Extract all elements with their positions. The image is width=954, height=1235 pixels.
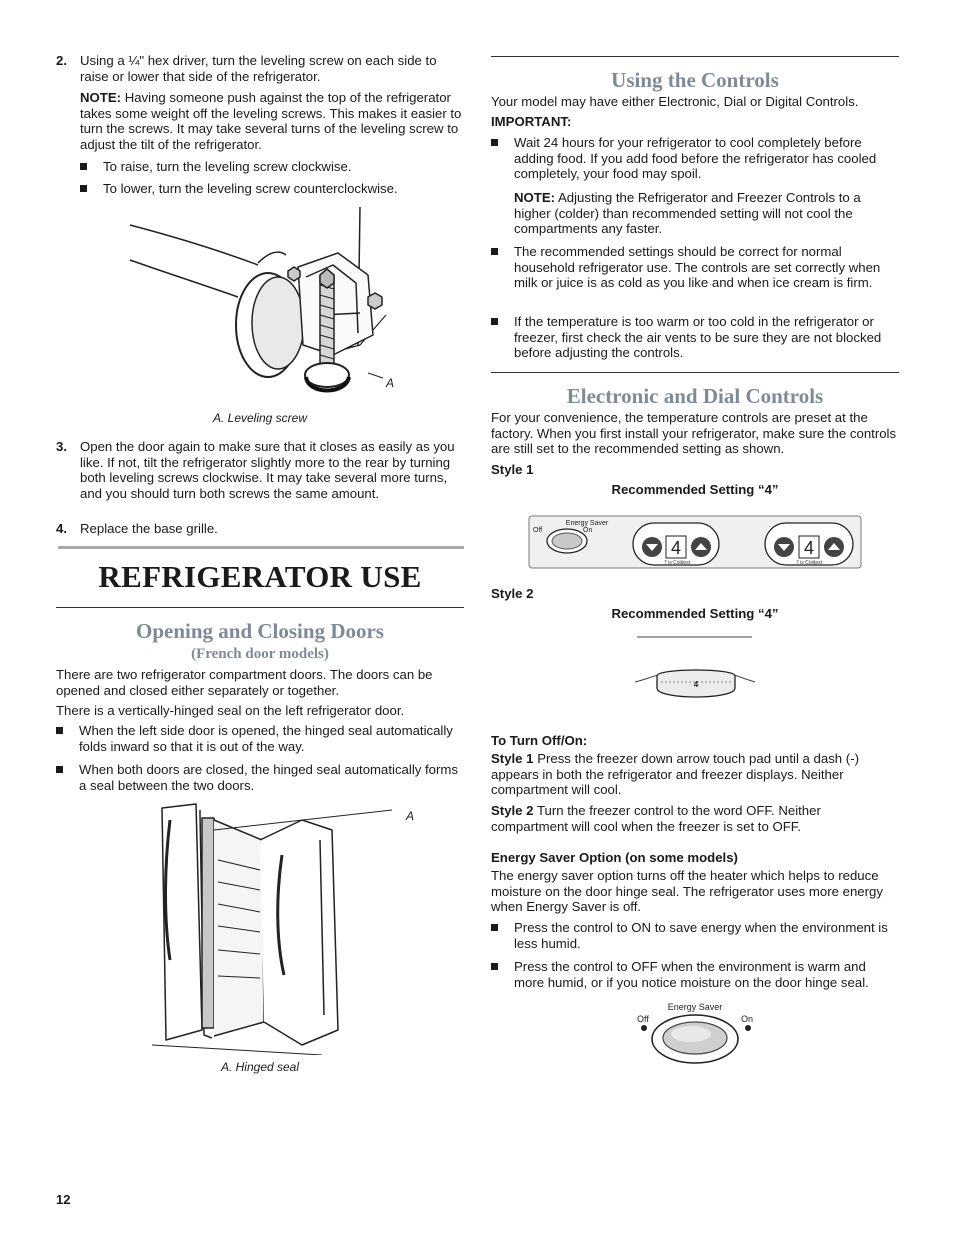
bullet-square <box>491 963 498 970</box>
edc-heading: Electronic and Dial Controls <box>566 384 824 408</box>
list-item <box>491 920 899 951</box>
note-label: NOTE: <box>80 90 122 106</box>
doors-paragraph-1: There are two refrigerator compartment doors. The doors can be opened and closed either separately or together. <box>56 667 433 698</box>
doors-subheading: (French door models) <box>191 646 329 662</box>
list-item <box>491 244 899 291</box>
figure-caption: A. Hinged seal <box>220 1060 300 1074</box>
refrigerator-display-digit: 4 <box>803 538 815 558</box>
note-paragraph <box>80 90 464 152</box>
bullet-text: To raise, turn the leveling screw clockwise. <box>103 159 352 174</box>
edc-intro: For your convenience, the temperature controls are preset at the factory. When you first install your refrigerator, make sure the controls are still set to the recommended setting as shown. <box>491 410 897 457</box>
list-item <box>56 159 464 175</box>
turn-style1 <box>491 751 899 798</box>
step-number: 4. <box>56 521 67 536</box>
coldest-note: 7 is Coldest <box>795 560 823 566</box>
doors-heading: Opening and Closing Doors <box>136 619 384 643</box>
step-number: 3. <box>56 439 67 454</box>
bullet-text: When both doors are closed, the hinged seal automatically forms a seal between the two doors. <box>79 762 458 793</box>
list-item <box>56 762 464 793</box>
bullet-text: When the left side door is opened, the hinged seal automatically folds inward so that it is out of the way. <box>79 723 453 754</box>
heading-rule <box>56 607 464 608</box>
style2-label: Style 2 <box>491 586 534 601</box>
step-text: Using a ¼" hex driver, turn the leveling screw on each side to raise or lower that side of the refrigerator. <box>80 53 437 84</box>
off-label: Off <box>533 527 543 534</box>
energy-text: The energy saver option turns off the heater which helps to reduce moisture on the door hinge seal. The refrigerator uses more energy when Energy Saver is off. <box>491 868 883 915</box>
bullet-square <box>491 248 498 255</box>
bullet-square <box>491 924 498 931</box>
step-text: Replace the base grille. <box>80 521 218 536</box>
section-title: REFRIGERATOR USE <box>98 559 422 594</box>
controls-intro: Your model may have either Electronic, Dial or Digital Controls. <box>491 94 859 109</box>
energy-heading: Energy Saver Option (on some models) <box>491 850 738 865</box>
style2-caption: Recommended Setting “4” <box>611 606 779 621</box>
bullet-square <box>80 163 87 170</box>
bullet-text: To lower, turn the leveling screw counterclockwise. <box>103 181 398 196</box>
heading-rule <box>491 372 899 373</box>
step-3 <box>56 439 464 501</box>
turn-style1-label: Style 1 <box>491 751 534 766</box>
off-label: Off <box>637 1014 649 1024</box>
list-item <box>491 959 899 990</box>
energy-saver-button-illustration <box>631 998 761 1068</box>
on-label: On <box>583 527 593 534</box>
turn-style2-label: Style 2 <box>491 803 534 818</box>
note-text: Having someone push against the top of the refrigerator takes some weight off the leveling screws. This makes it easier to turn the screws. It may take several turns of the leveling screw to adjust the tilt of the refrigerator. <box>80 90 462 152</box>
turn-style1-text: Press the freezer down arrow touch pad until a dash (-) appears in both the refrigerator and freezer displays. Neither compartment will cool. <box>491 751 859 798</box>
freezer-display-digit: 4 <box>670 538 682 558</box>
doors-paragraph-2: There is a vertically-hinged seal on the left refrigerator door. <box>56 703 405 718</box>
list-item <box>56 723 464 754</box>
bullet-text: Wait 24 hours for your refrigerator to cool completely before adding food. If you add food before the refrigerator has cooled completely, your food may spoil. <box>514 135 877 182</box>
note-text: Adjusting the Refrigerator and Freezer Controls to a higher (colder) than recommended setting will not cool the compartments any faster. <box>514 190 861 237</box>
step-number: 2. <box>56 53 67 68</box>
french-door-illustration <box>152 800 422 1055</box>
dial-value: 4 <box>693 680 699 689</box>
important-label: IMPORTANT: <box>491 114 572 129</box>
energy-saver-title: Energy Saver <box>667 1002 723 1012</box>
bullet-text: The recommended settings should be correct for normal household refrigerator use. The controls are set correctly when milk or juice is as cold as you like and when ice cream is firm. <box>514 244 881 291</box>
note-label: NOTE: <box>514 190 556 205</box>
turn-style2 <box>491 803 899 834</box>
style1-label: Style 1 <box>491 462 534 477</box>
step-2 <box>56 53 464 153</box>
list-item <box>56 181 464 197</box>
step-text: Open the door again to make sure that it closes as easily as you like. If not, tilt the refrigerator slightly more to the rear by turning both leveling screws clockwise. It may take several more turns, and you should turn both screws the same amount. <box>80 439 455 501</box>
list-item <box>491 135 899 182</box>
on-label: On <box>741 1014 754 1024</box>
style1-control-panel <box>527 512 863 572</box>
style2-dial-illustration <box>631 630 761 710</box>
section-divider <box>58 546 464 549</box>
bullet-square <box>491 139 498 146</box>
coldest-note: 7 is Coldest <box>663 560 691 566</box>
bullet-square <box>56 727 63 734</box>
callout-a: A <box>386 376 395 390</box>
step-4 <box>56 521 464 537</box>
heading-rule <box>491 56 899 57</box>
bullet-text: If the temperature is too warm or too cold in the refrigerator or freezer, first check the air vents to be sure they are not blocked before adjusting the controls. <box>514 314 882 361</box>
page-number: 12 <box>56 1192 71 1207</box>
bullet-square <box>491 318 498 325</box>
turn-style2-text: Turn the freezer control to the word OFF. Neither compartment will cool when the freezer is set to OFF. <box>491 803 821 834</box>
bullet-square <box>56 766 63 773</box>
leveling-screw-illustration <box>128 205 398 405</box>
list-item <box>491 314 899 361</box>
freezer-control <box>633 523 719 566</box>
refrigerator-control <box>765 523 853 566</box>
energy-saver-label: Energy Saver <box>565 520 609 527</box>
note-paragraph <box>514 190 899 237</box>
bullet-text: Press the control to ON to save energy when the environment is less humid. <box>514 920 888 951</box>
figure-caption: A. Leveling screw <box>212 411 308 425</box>
bullet-text: Press the control to OFF when the environment is warm and more humid, or if you notice moisture on the door hinge seal. <box>514 959 869 990</box>
callout-a: A <box>406 809 415 823</box>
turn-heading: To Turn Off/On: <box>491 733 588 748</box>
bullet-square <box>80 185 87 192</box>
style1-caption: Recommended Setting “4” <box>611 482 779 497</box>
controls-heading: Using the Controls <box>611 68 779 92</box>
